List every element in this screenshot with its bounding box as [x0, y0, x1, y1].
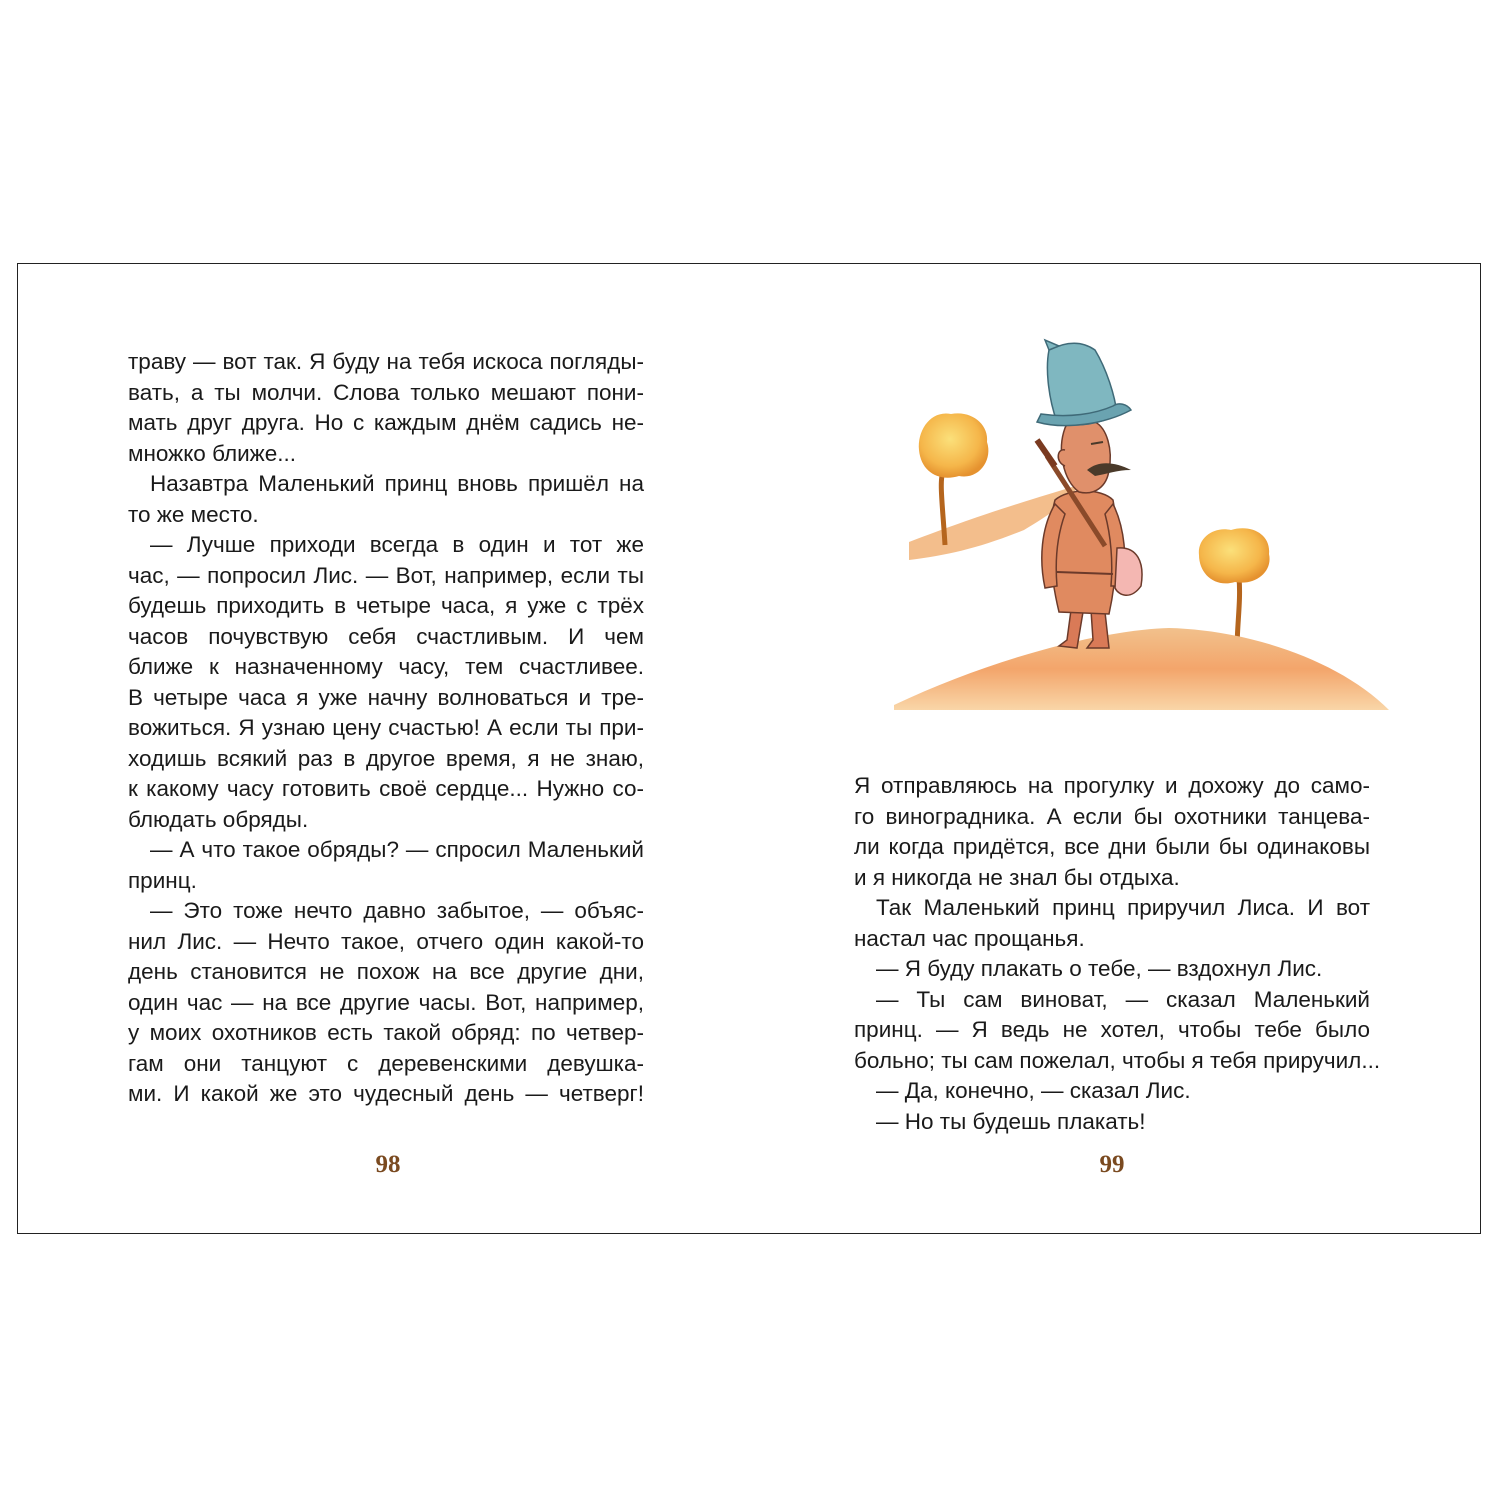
right-page-text	[854, 771, 1381, 1137]
text-line: настал час прощанья.	[854, 925, 1085, 951]
text-line: В четыре часа я уже начну волноваться и тре-	[128, 684, 644, 710]
text-line: — Это тоже нечто давно забытое, — объяс-	[150, 898, 644, 923]
page-number-left: 98	[375, 1151, 401, 1178]
text-line: больно; ты сам пожелал, чтобы я тебя приручил...	[854, 1047, 1381, 1073]
text-line: принц.	[128, 867, 197, 893]
text-line: Я отправляюсь на прогулку и дохожу до само-	[854, 773, 1370, 798]
text-line: траву — вот так. Я буду на тебя искоса погляды-	[128, 349, 644, 374]
text-line: нил Лис. — Нечто такое, отчего один какой-то	[128, 928, 644, 954]
text-line: ми. И какой же это чудесный день — четверг!	[128, 1081, 644, 1106]
book-spread	[17, 263, 1481, 1234]
text-line: часов почувствую себя счастливым. И чем	[128, 623, 644, 649]
left-page-text	[128, 347, 644, 1110]
text-line: множко ближе...	[128, 440, 296, 466]
text-line: принц. — Я ведь не хотел, чтобы тебе было	[854, 1017, 1370, 1042]
text-line: вать, а ты молчи. Слова только мешают пони-	[128, 379, 644, 405]
text-line: к какому часу готовить своё сердце... Нужно со-	[128, 776, 644, 801]
text-line: Назавтра Маленький принц вновь пришёл на	[150, 471, 644, 496]
text-line: — Лучше приходи всегда в один и тот же	[150, 532, 644, 557]
text-line: Так Маленький принц приручил Лиса. И вот	[876, 895, 1370, 920]
text-line: мать друг друга. Но с каждым днём садись не-	[128, 410, 644, 435]
text-line: — Я буду плакать о тебе, — вздохнул Лис.	[876, 956, 1323, 981]
text-line: то же место.	[128, 501, 259, 527]
text-line: — А что такое обряды? — спросил Маленький	[150, 837, 644, 862]
text-line: ближе к назначенному часу, тем счастливее.	[128, 654, 644, 679]
text-line: ли когда придётся, все дни были бы одинаковы	[854, 834, 1370, 859]
text-line: — Ты сам виноват, — сказал Маленький	[876, 986, 1370, 1012]
text-line: гам они танцуют с деревенскими девушка-	[128, 1050, 644, 1076]
text-line: час, — попросил Лис. — Вот, например, если ты	[128, 562, 644, 588]
text-line: и я никогда не знал бы отдыха.	[854, 864, 1180, 890]
text-line: день становится не похож на все другие дни,	[128, 959, 644, 984]
text-line: вожиться. Я узнаю цену счастью! А если ты при-	[128, 715, 644, 740]
text-line: го виноградника. А если бы охотники танцева-	[854, 803, 1370, 829]
text-line: у моих охотников есть такой обряд: по четвер-	[128, 1020, 644, 1045]
text-line: ходишь всякий раз в другое время, я не знаю,	[128, 745, 644, 771]
text-line: — Но ты будешь плакать!	[876, 1108, 1146, 1134]
text-line: один час — на все другие часы. Вот, например,	[128, 989, 644, 1015]
text-line: будешь приходить в четыре часа, я уже с трёх	[128, 593, 644, 618]
text-line: блюдать обряды.	[128, 806, 309, 832]
main-hill	[894, 628, 1389, 710]
hunter-illustration	[869, 310, 1399, 730]
text-line: — Да, конечно, — сказал Лис.	[876, 1078, 1191, 1103]
page-number-right: 99	[1099, 1151, 1125, 1178]
